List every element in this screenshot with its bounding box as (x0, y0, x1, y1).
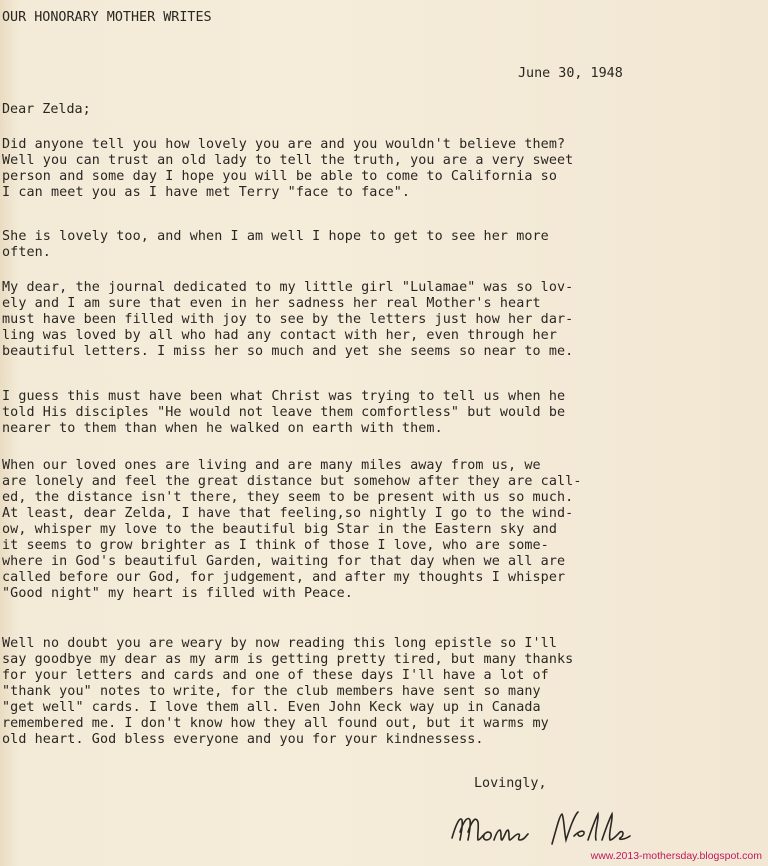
letter-line: ed, the distance isn't there, they seem to be present with us so much. (2, 490, 574, 505)
letter-line: ling was loved by all who had any contact with her, even through her (2, 328, 558, 343)
letter-greeting: Dear Zelda; (2, 102, 91, 117)
handwritten-signature (448, 806, 648, 848)
letter-line: say goodbye my dear as my arm is getting pretty tired, but many thanks (2, 652, 574, 667)
letter-line: Well you can trust an old lady to tell the truth, you are a very sweet (2, 153, 574, 168)
letter-line: often. (2, 245, 51, 260)
letter-line: called before our God, for judgement, and after my thoughts I whisper (2, 570, 566, 585)
letter-line: nearer to them than when he walked on earth with them. (2, 421, 443, 436)
letter-heading: OUR HONORARY MOTHER WRITES (2, 10, 212, 25)
watermark-url: www.2013-mothersday.blogspot.com (590, 850, 762, 862)
letter-line: remembered me. I don't know how they all found out, but it warms my (2, 716, 549, 731)
letter-line: for your letters and cards and one of these days I'll have a lot of (2, 668, 549, 683)
letter-line: "get well" cards. I love them all. Even John Keck way up in Canada (2, 700, 541, 715)
letter-line: person and some day I hope you will be able to come to California so (2, 169, 558, 184)
letter-line: I can meet you as I have met Terry "face to face". (2, 185, 411, 200)
letter-line: told His disciples "He would not leave them comfortless" but would be (2, 405, 566, 420)
letter-line: ely and I am sure that even in her sadness her real Mother's heart (2, 296, 541, 311)
letter-line: beautiful letters. I miss her so much and yet she seems so near to me. (2, 344, 574, 359)
letter-line: She is lovely too, and when I am well I hope to get to see her more (2, 229, 549, 244)
letter-line: are lonely and feel the great distance but somehow after they are call- (2, 474, 582, 489)
letter-closing: Lovingly, (474, 776, 547, 791)
letter-line: At least, dear Zelda, I have that feeling,so nightly I go to the wind- (2, 506, 574, 521)
letter-line: Did anyone tell you how lovely you are and you wouldn't believe them? (2, 137, 566, 152)
letter-line: "Good night" my heart is filled with Peace. (2, 586, 353, 601)
letter-line: where in God's beautiful Garden, waiting for that day when we all are (2, 554, 566, 569)
letter-line: When our loved ones are living and are many miles away from us, we (2, 458, 541, 473)
letter-line: old heart. God bless everyone and you for your kindnessess. (2, 732, 484, 747)
letter-line: must have been filled with joy to see by the letters just how her dar- (2, 312, 574, 327)
letter-date: June 30, 1948 (518, 66, 623, 81)
letter-line: Well no doubt you are weary by now reading this long epistle so I'll (2, 636, 558, 651)
letter-line: ow, whisper my love to the beautiful big Star in the Eastern sky and (2, 522, 558, 537)
letter-line: I guess this must have been what Christ was trying to tell us when he (2, 389, 566, 404)
letter-line: "thank you" notes to write, for the club members have sent so many (2, 684, 541, 699)
letter-line: it seems to grow brighter as I think of those I love, who are some- (2, 538, 549, 553)
letter-line: My dear, the journal dedicated to my little girl "Lulamae" was so lov- (2, 280, 574, 295)
